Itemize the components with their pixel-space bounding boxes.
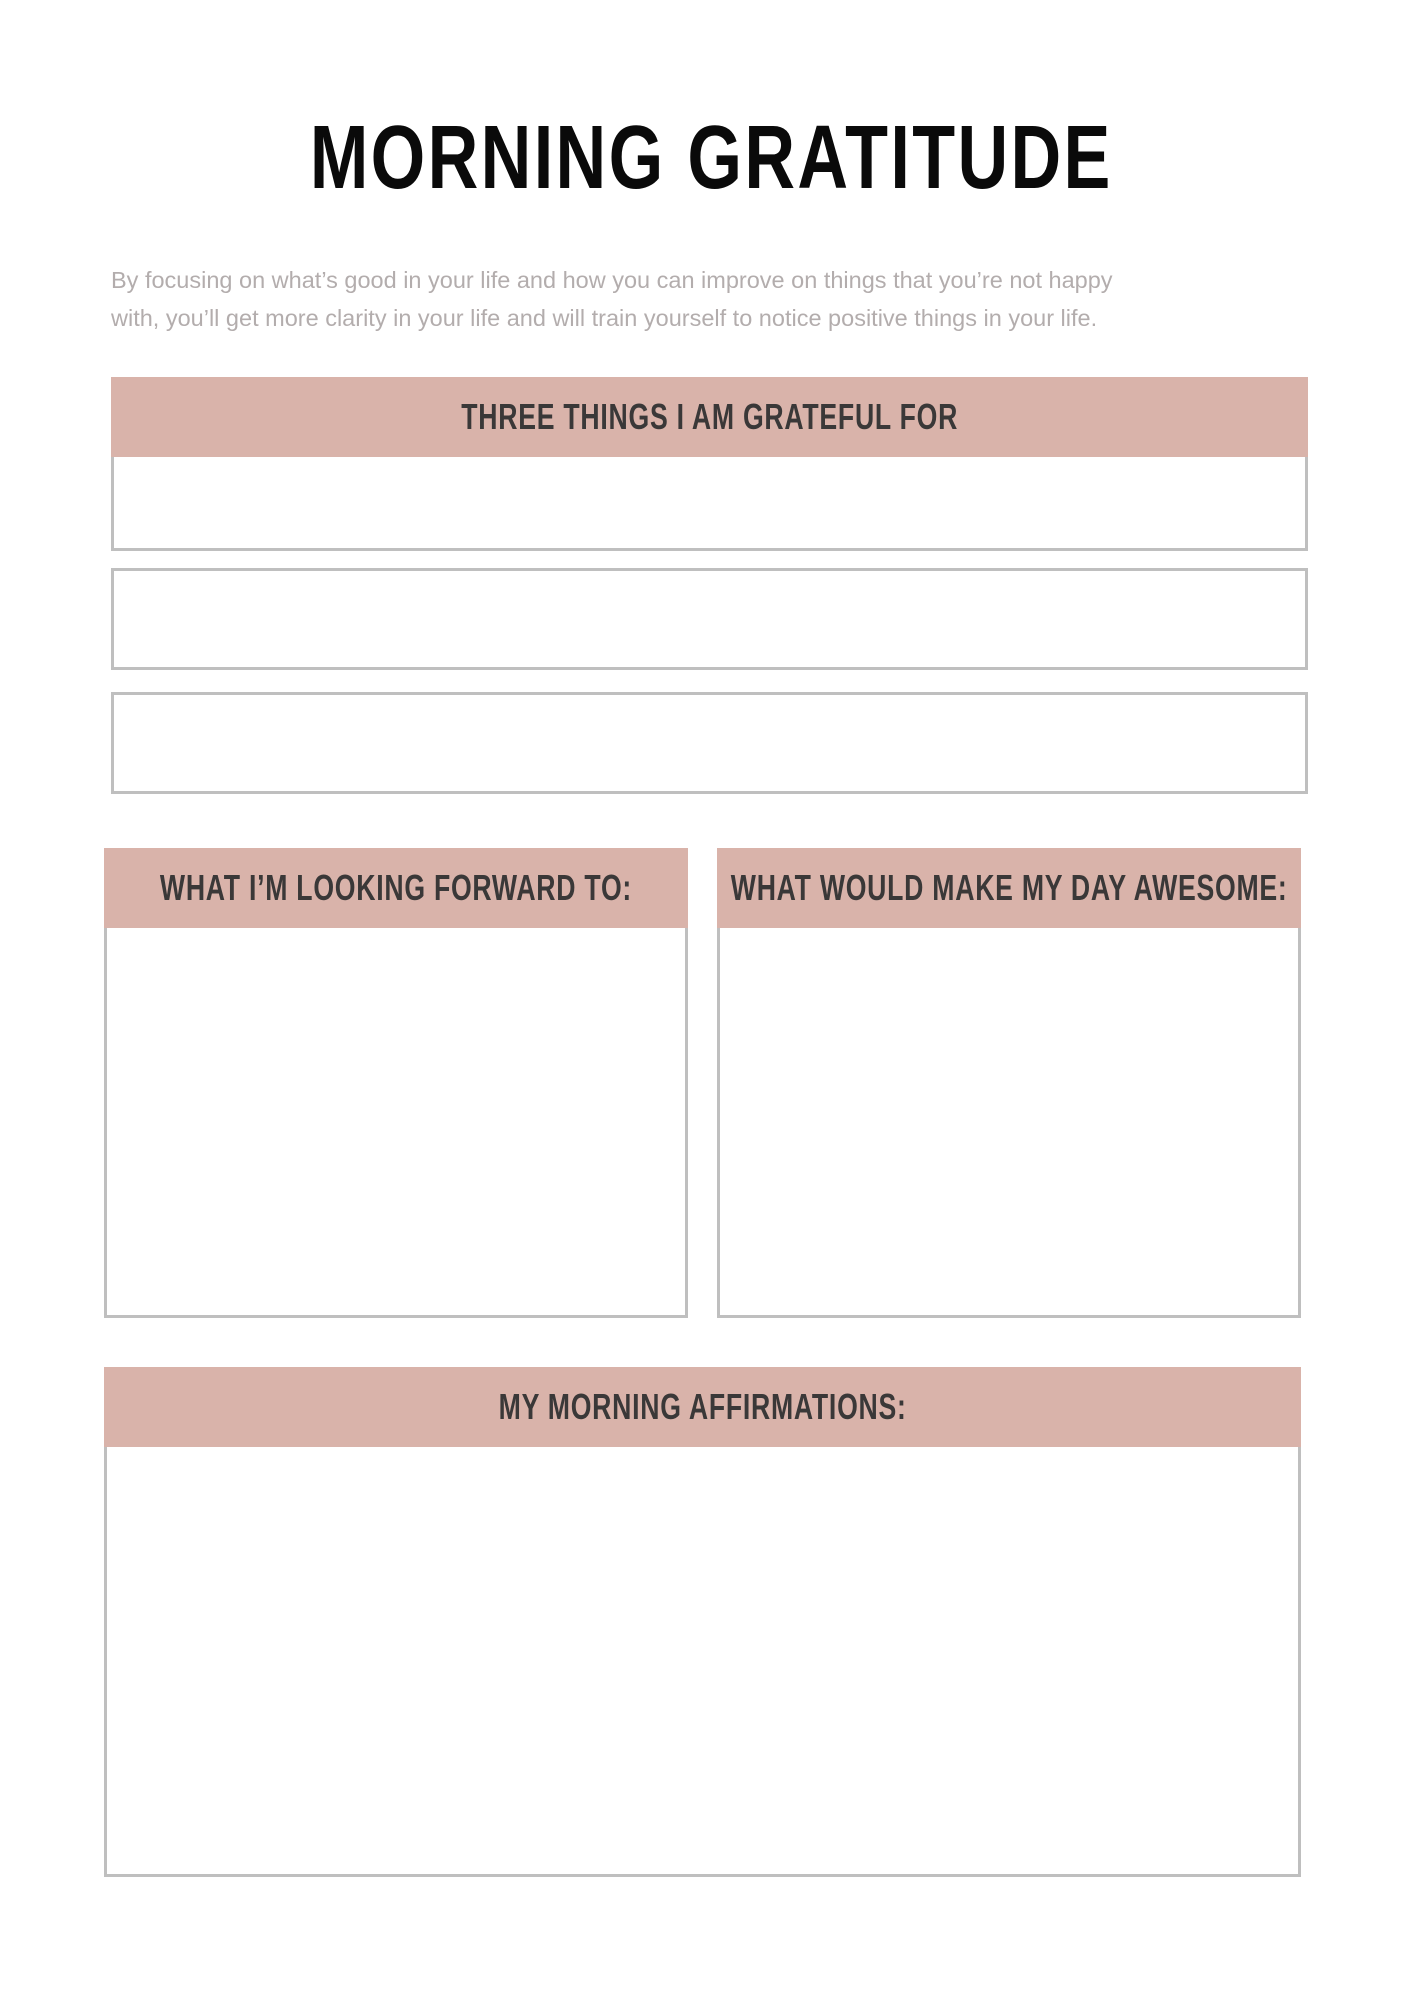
intro-line-1: By focusing on what’s good in your life and how you can improve on things that you’re not happy xyxy=(111,267,1113,293)
grateful-header-label: THREE THINGS I AM GRATEFUL FOR xyxy=(461,396,958,437)
awesome-header xyxy=(717,848,1301,928)
affirmations-header xyxy=(104,1367,1301,1447)
intro-paragraph xyxy=(111,261,1341,337)
page-title: MORNING GRATITUDE xyxy=(309,108,1113,208)
forward-header xyxy=(104,848,688,928)
grateful-box-2[interactable] xyxy=(111,568,1308,670)
forward-header-label: WHAT I’M LOOKING FORWARD TO: xyxy=(159,867,633,908)
intro-line-2: with, you’ll get more clarity in your life and will train yourself to notice positive things in your life. xyxy=(111,305,1098,331)
grateful-box-3[interactable] xyxy=(111,692,1308,794)
affirmations-header-label: MY MORNING AFFIRMATIONS: xyxy=(498,1386,907,1427)
grateful-header xyxy=(111,377,1308,457)
awesome-header-label: WHAT WOULD MAKE MY DAY AWESOME: xyxy=(730,867,1288,908)
